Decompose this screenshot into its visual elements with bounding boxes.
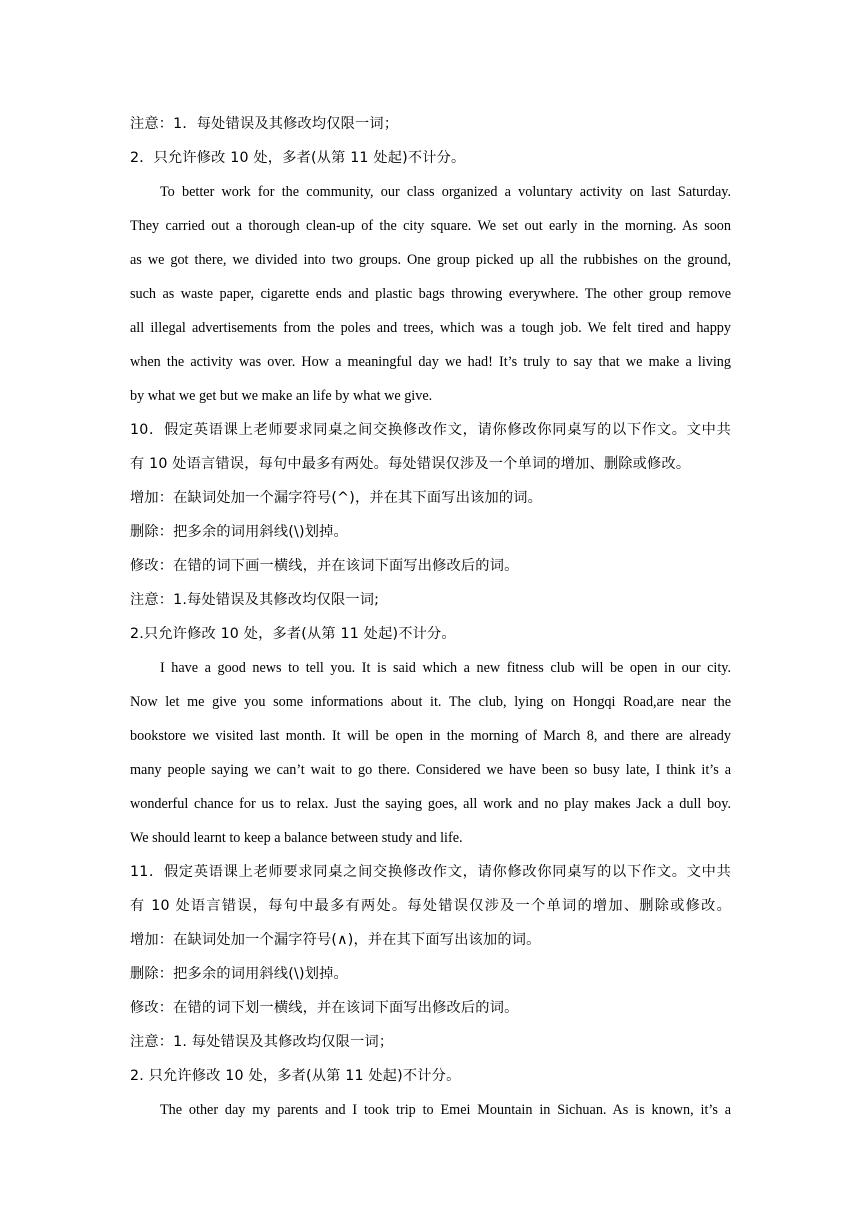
text-line: 11．假定英语课上老师要求同桌之间交换修改作文，请你修改你同桌写的以下作文。文中共	[130, 864, 731, 880]
text-line: They carried out a thorough clean-up of the city square. We set out early in the morning. As soon	[130, 218, 731, 234]
text-line: all illegal advertisements from the poles and trees, which was a tough job. We felt tired and happy	[130, 320, 731, 336]
text-line: 增加：在缺词处加一个漏字符号(^)，并在其下面写出该加的词。	[130, 490, 543, 506]
text-line: 注意：1. 每处错误及其修改均仅限一词；	[130, 1034, 394, 1050]
text-line: as we got there, we divided into two groups. One group picked up all the rubbishes on the ground,	[130, 252, 731, 268]
text-line: 2.只允许修改 10 处，多者(从第 11 处起)不计分。	[130, 626, 456, 642]
text-line: such as waste paper, cigarette ends and plastic bags throwing everywhere. The other group remove	[130, 286, 731, 302]
text-line: by what we get but we make an life by what we give.	[130, 388, 433, 404]
text-line: 增加：在缺词处加一个漏字符号(∧)，并在其下面写出该加的词。	[130, 932, 541, 948]
document-body	[130, 107, 731, 1127]
text-line: 2．只允许修改 10 处，多者(从第 11 处起)不计分。	[130, 150, 466, 166]
text-line: 有 10 处语言错误，每句中最多有两处。每处错误仅涉及一个单词的增加、删除或修改。	[130, 456, 691, 472]
text-line: 注意：1．每处错误及其修改均仅限一词；	[130, 116, 399, 132]
text-line: many people saying we can’t wait to go there. Considered we have been so busy late, I think it’s a	[130, 762, 731, 778]
text-line: 删除：把多余的词用斜线(\)划掉。	[130, 966, 348, 982]
text-line: bookstore we visited last month. It will be open in the morning of March 8, and there are already	[130, 728, 731, 744]
text-line: 注意：1.每处错误及其修改均仅限一词;	[130, 592, 380, 608]
text-line: We should learnt to keep a balance between study and life.	[130, 830, 463, 846]
text-line: 10．假定英语课上老师要求同桌之间交换修改作文，请你修改你同桌写的以下作文。文中共	[130, 422, 731, 438]
text-line: 删除：把多余的词用斜线(\)划掉。	[130, 524, 348, 540]
text-line: 修改：在错的词下画一横线，并在该词下面写出修改后的词。	[130, 558, 519, 574]
text-line: when the activity was over. How a meaningful day we had! It’s truly to say that we make a living	[130, 354, 731, 370]
text-line: wonderful chance for us to relax. Just the saying goes, all work and no play makes Jack a dull boy.	[130, 796, 731, 812]
text-line: Now let me give you some informations about it. The club, lying on Hongqi Road,are near the	[130, 694, 731, 710]
text-line: 修改：在错的词下划一横线，并在该词下面写出修改后的词。	[130, 1000, 519, 1016]
text-line: To better work for the community, our class organized a voluntary activity on last Saturday.	[160, 184, 731, 200]
text-line: I have a good news to tell you. It is said which a new fitness club will be open in our city.	[160, 660, 731, 676]
text-line: 2. 只允许修改 10 处，多者(从第 11 处起)不计分。	[130, 1068, 461, 1084]
text-line: The other day my parents and I took trip to Emei Mountain in Sichuan. As is known, it’s a	[160, 1102, 731, 1118]
text-line: 有 10 处语言错误，每句中最多有两处。每处错误仅涉及一个单词的增加、删除或修改。	[130, 898, 731, 914]
